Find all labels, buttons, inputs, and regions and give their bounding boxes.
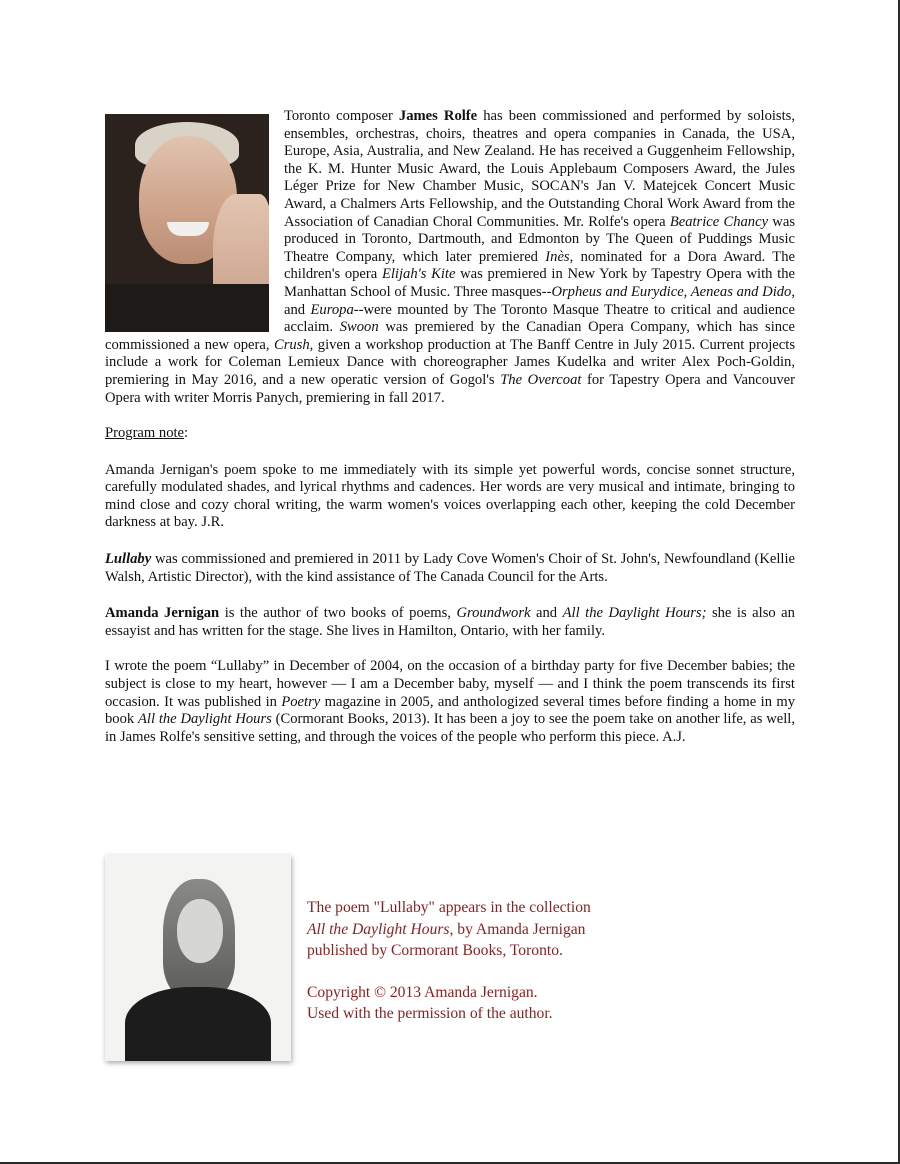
amanda-jernigan-photo: [105, 855, 291, 1061]
credit-line-3: published by Cormorant Books, Toronto.: [307, 942, 563, 959]
program-note-body: Amanda Jernigan's poem spoke to me immediately with its simple yet powerful words, concise sonnet structure, carefully modulated shades, and lyrical rhythms and cadences. Her words are very musical and intimate, bringing to mind close and cozy choral writing, the warm women's voices overlapping each other, keeping the cold December darkness at bay. J.R.: [105, 461, 795, 531]
program-note-heading: Program note:: [105, 425, 189, 442]
work-title: Lullaby: [105, 551, 152, 568]
document-body: [105, 108, 795, 746]
credit-line-2: All the Daylight Hours, by Amanda Jernigan: [307, 920, 586, 938]
permission-line: Used with the permission of the author.: [307, 1005, 553, 1022]
copyright-line: Copyright © 2013 Amanda Jernigan.: [307, 983, 538, 1001]
commission-paragraph: Lullaby was commissioned and premiered in 2011 by Lady Cove Women's Choir of St. John's, Newfoundland (Kellie Walsh, Artistic Director), with the kind assistance of The Canada Council for the Arts.: [105, 551, 796, 585]
credit-line-1: The poem "Lullaby" appears in the collection: [307, 899, 591, 916]
bio-paragraph: Toronto composer James Rolfe has been commissioned and performed by soloists, ensembles, orchestras, choirs, theatres and opera companies in Canada, the USA, Europe, Asia, Australia, and New Zealand. He has received a Guggenheim Fellowship, the K. M. Hunter Music Award, the Louis Applebaum Composers Award, the Jules Léger Prize for New Chamber Music, SOCAN's Jan V. Matejcek Concert Music Award, a Chalmers Arts Fellowship, and the Outstanding Choral Work Award from the Association of Canadian Choral Communities. Mr. Rolfe's opera Beatrice Chancy was produced in Toronto, Dartmouth, and Edmonton by The Queen of Puddings Music Theatre Company, which later premiered Inès, nominated for a Dora Award. The children's opera Elijah's Kite was premiered in New York by Tapestry Opera with the Manhattan School of Music. Three masques--Orpheus and Eurydice, Aeneas and Dido, and Europa--were mounted by The Toronto Masque Theatre to critical and audience acclaim. Swoon was premiered by the Canadian Opera Company, which has since commissioned a new opera, Crush, given a workshop production at The Banff Centre in July 2015. Current projects include a work for Coleman Lemieux Dance with choreographer James Kudelka and writer Alex Poch-Goldin, premiering in May 2016, and a new operatic version of Gogol's The Overcoat for Tapestry Opera and Vancouver Opera with writer Morris Panych, premiering in fall 2017.: [105, 108, 796, 406]
composer-name: James Rolfe: [398, 108, 478, 124]
credit-text: [307, 897, 667, 1025]
author-name: Amanda Jernigan: [105, 605, 220, 622]
author-bio-paragraph: Amanda Jernigan is the author of two books of poems, Groundwork and All the Daylight Hours; she is also an essayist and has written for the stage. She lives in Hamilton, Ontario, with her family.: [105, 605, 795, 639]
credit-block: [105, 855, 665, 1065]
james-rolfe-photo: [105, 114, 269, 332]
author-note-paragraph: I wrote the poem “Lullaby” in December of 2004, on the occasion of a birthday party for five December babies; the subject is close to my heart, however — I am a December baby, myself — and I think the poem transcends its first occasion. It was published in Poetry magazine in 2005, and anthologized several times before finding a home in my book All the Daylight Hours (Cormorant Books, 2013). It has been a joy to see the poem take on another life, as well, in James Rolfe's sensitive setting, and through the voices of the people who perform this piece. A.J.: [105, 658, 796, 745]
